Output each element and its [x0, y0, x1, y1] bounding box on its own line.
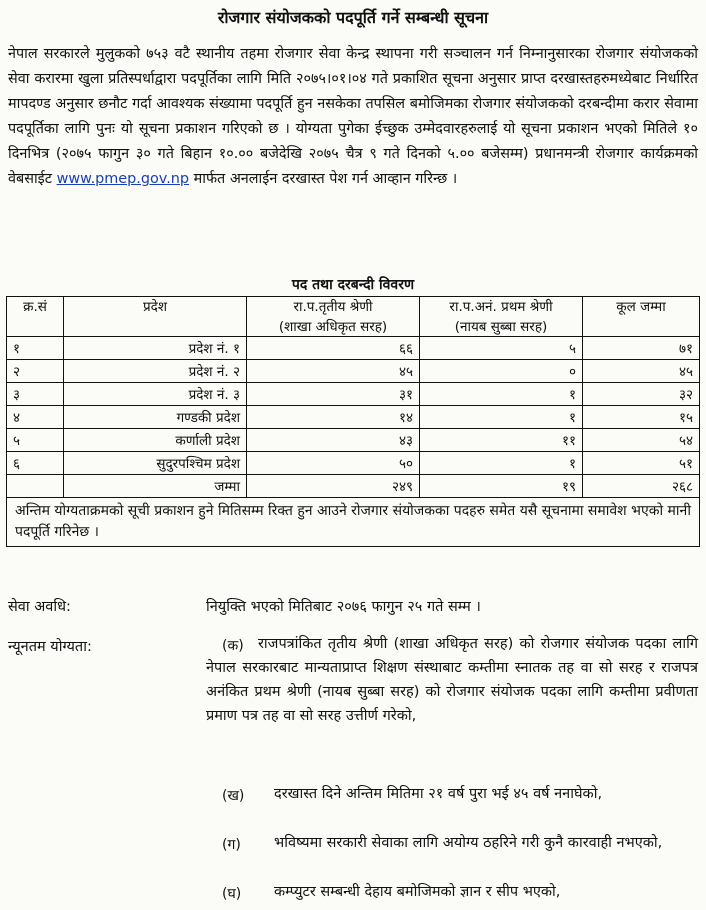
cell-serial: ३: [7, 383, 64, 406]
qualification-label: न्यूनतम योग्यता:: [8, 639, 92, 655]
cell-serial: ४: [7, 406, 64, 429]
service-label: सेवा अवधि:: [8, 599, 71, 615]
header-third-class-sub: (शाखा अधिकृत सरह): [247, 317, 420, 337]
qualification-marker: (ग): [222, 837, 241, 853]
cell-third: १४: [247, 406, 420, 429]
cell-serial: ५: [7, 429, 64, 452]
cell-province: सुदुरपश्चिम प्रदेश: [64, 452, 247, 475]
table-row: [7, 383, 700, 406]
table-row: [7, 360, 700, 383]
cell-serial: ६: [7, 452, 64, 475]
intro-tail: मार्फत अनलाईन दरखास्त पेश गर्न आव्हान गरिन्छ ।: [193, 171, 458, 187]
cell-sum-total: २६८: [583, 475, 700, 498]
cell-serial: १: [7, 337, 64, 360]
cell-first: १: [420, 383, 583, 406]
service-value: नियुक्ति भएको मितिबाट २०७६ फागुन २५ गते सम्म ।: [206, 599, 481, 615]
cell-first: ०: [420, 360, 583, 383]
cell-province: गण्डकी प्रदेश: [64, 406, 247, 429]
header-total: कूल जम्मा: [583, 297, 700, 337]
cell-first: ५: [420, 337, 583, 360]
table-row: [7, 429, 700, 452]
table-caption: पद तथा दरबन्दी विवरण: [291, 277, 415, 293]
cell-third: ४५: [247, 360, 420, 383]
cell-province: प्रदेश नं. ३: [64, 383, 247, 406]
intro-text: नेपाल सरकारले मुलुकको ७५३ वटै स्थानीय तहमा रोजगार सेवा केन्द्र स्थापना गरी सञ्चालन गर्न निम्नानुसारका रोजगार संयोजकको सेवा करारमा खुला प्रतिस्पर्धाद्वारा पदपूर्तिका लागि मिति २०७५।०१।०४ गते प्रकाशित सूचना अनुसार प्राप्त दरखास्तहरुमध्येबाट निर्धारित मापदण्ड अनुसार छनौट गर्दा आवश्यक संख्यामा पदपूर्ति हुन नसकेका तपसिल बमोजिमका रोजगार संयोजकको दरबन्दीमा करार सेवामा पदपूर्तिका लागि पुनः यो सूचना प्रकाशन गरिएको छ । योग्यता पुगेका ईच्छुक उम्मेदवारहरुलाई यो सूचना प्रकाशन भएको मितिले १० दिनभित्र (२०७५ फागुन ३० गते बिहान १०.०० बजेदेखि २०७५ चैत्र ९ गते दिनको ५.०० बजेसम्म) प्रधानमन्त्री रोजगार कार्यक्रमको वेबसाईट: [8, 46, 698, 187]
qualification-marker: (क): [222, 638, 244, 654]
table-sum-row: [7, 475, 700, 498]
cell-total: ७१: [583, 337, 700, 360]
table-row: [7, 452, 700, 475]
header-third-class: रा.प.तृतीय श्रेणी: [247, 297, 420, 318]
qualification-item: राजपत्रांकित तृतीय श्रेणी (शाखा अधिकृत सरह) को रोजगार संयोजक पदका लागि नेपाल सरकारबाट मान्यताप्राप्त शिक्षण संस्थाबाट कम्तीमा स्नातक तह वा सो सरह र राजपत्र अनंकित प्रथम श्रेणी (नायब सुब्बा सरह) को रोजगार संयोजक पदका लागि कम्तीमा प्रवीणता प्रमाण पत्र तह वा सो सरह उत्तीर्ण गरेको,: [206, 636, 698, 724]
qualification-item: भविष्यमा सरकारी सेवाका लागि अयोग्य ठहरिने गरी कुनै कारवाही नभएको,: [274, 835, 663, 851]
cell-serial: २: [7, 360, 64, 383]
cell-first: १: [420, 452, 583, 475]
cell-sum-first: १९: [420, 475, 583, 498]
table-note: अन्तिम योग्यताक्रमको सूची प्रकाशन हुने मितिसम्म रिक्त हुन आउने रोजगार संयोजकका पदहरु समेत यसै सूचनामा समावेश भएको मानी पदपूर्ति गरिनेछ ।: [7, 498, 700, 547]
qualification-item: दरखास्त दिने अन्तिम मितिमा २१ वर्ष पुरा भई ४५ वर्ष ननाघेको,: [274, 786, 603, 802]
cell-third: ३१: [247, 383, 420, 406]
cell-first: ११: [420, 429, 583, 452]
cell-third: ४३: [247, 429, 420, 452]
cell-sum-label: जम्मा: [64, 475, 247, 498]
table-row: [7, 406, 700, 429]
header-first-class-sub: (नायब सुब्बा सरह): [420, 317, 583, 337]
cell-total: १५: [583, 406, 700, 429]
notice-title: रोजगार संयोजकको पदपूर्ति गर्ने सम्बन्धी सूचना: [217, 8, 489, 27]
cell-province: प्रदेश नं. १: [64, 337, 247, 360]
cell-province: कर्णाली प्रदेश: [64, 429, 247, 452]
cell-first: १: [420, 406, 583, 429]
cell-third: ५०: [247, 452, 420, 475]
qualification-item: कम्प्युटर सम्बन्धी देहाय बमोजिमको ज्ञान र सीप भएको,: [274, 884, 561, 900]
header-province: प्रदेश: [64, 297, 247, 337]
cell-third: ६६: [247, 337, 420, 360]
table-note-row: [7, 498, 700, 547]
cell-total: ४५: [583, 360, 700, 383]
qualification-marker: (ख): [222, 788, 245, 804]
header-serial: क्र.सं: [7, 297, 64, 337]
posts-table: [6, 296, 700, 547]
cell-empty: [7, 475, 64, 498]
table-row: [7, 337, 700, 360]
cell-sum-third: २४९: [247, 475, 420, 498]
table-header-row: [7, 297, 700, 318]
website-link[interactable]: www.pmep.gov.np: [56, 171, 190, 187]
intro-paragraph: [8, 42, 698, 192]
cell-province: प्रदेश नं. २: [64, 360, 247, 383]
qualification-marker: (घ): [222, 886, 242, 902]
cell-total: ५१: [583, 452, 700, 475]
cell-total: ५४: [583, 429, 700, 452]
cell-total: ३२: [583, 383, 700, 406]
header-first-class: रा.प.अनं. प्रथम श्रेणी: [420, 297, 583, 318]
